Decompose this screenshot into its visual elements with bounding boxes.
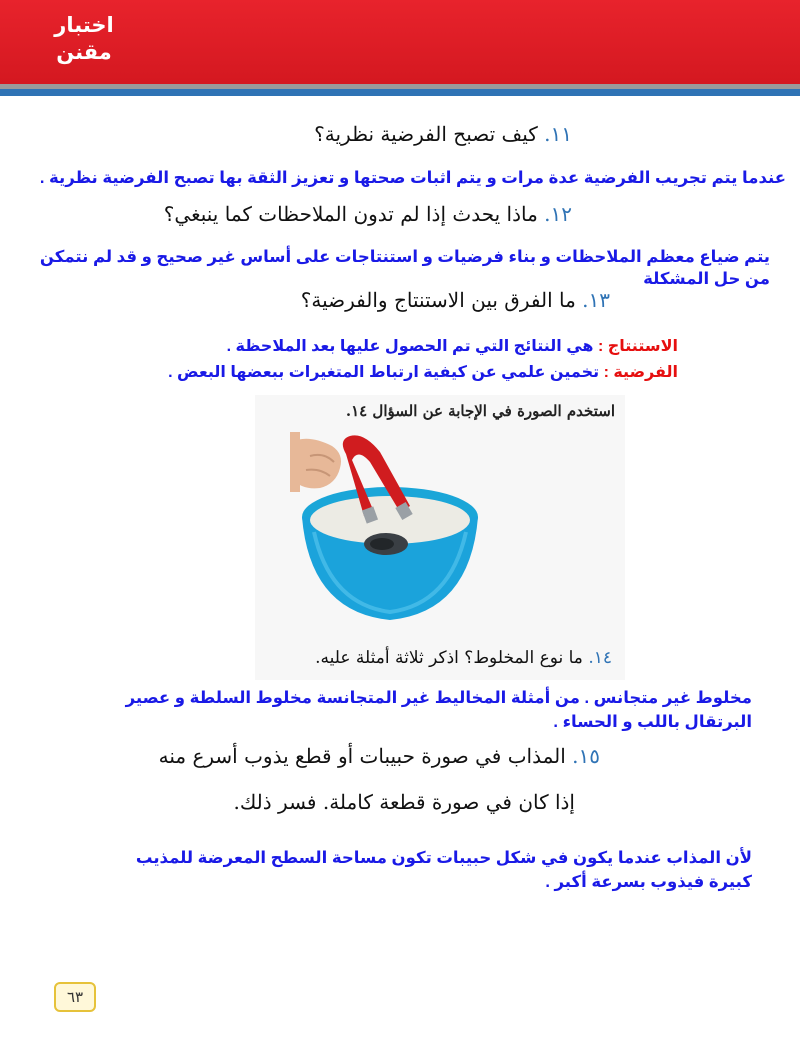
question-12 bbox=[164, 202, 572, 226]
answer-15: لأن المذاب عندما يكون في شكل حبيبات تكون مساحة السطح المعرضة للمذيب كبيرة فيذوب بسرعة أكبر . bbox=[135, 849, 752, 891]
conclusion-term: الاستنتاج : bbox=[597, 338, 678, 355]
answer-11: عندما يتم تجريب الفرضية عدة مرات و يتم اثبات صحتها و تعزيز الثقة بها تصبح الفرضية نظرية . bbox=[39, 169, 786, 187]
page-number: ٦٣ bbox=[54, 982, 96, 1012]
header-title-line2: مقنن bbox=[56, 40, 112, 64]
question-12-text: ماذا يحدث إذا لم تدون الملاحظات كما ينبغي؟ bbox=[163, 202, 538, 226]
question-11-number: ١١. bbox=[544, 122, 572, 146]
question-11-text: كيف تصبح الفرضية نظرية؟ bbox=[314, 122, 538, 146]
question-14-number: ١٤. bbox=[588, 648, 612, 668]
header-title bbox=[44, 12, 124, 66]
hypothesis-definition: تخمين علمي عن كيفية ارتباط المتغيرات ببعضها البعض . bbox=[168, 364, 600, 381]
question-14-text: ما نوع المخلوط؟ اذكر ثلاثة أمثلة عليه. bbox=[315, 648, 583, 668]
question-14 bbox=[315, 648, 612, 668]
header-banner bbox=[0, 0, 800, 84]
answer-12: يتم ضياع معظم الملاحظات و بناء فرضيات و استنتاجات على أساس غير صحيح و قد لم نتمكن من حل المشكلة bbox=[39, 248, 770, 288]
question-15-text-line1: المذاب في صورة حبيبات أو قطع يذوب أسرع منه bbox=[158, 744, 566, 768]
conclusion-definition: هي النتائج التي تم الحصول عليها بعد الملاحظة . bbox=[226, 338, 594, 355]
question-13-text: ما الفرق بين الاستنتاج والفرضية؟ bbox=[300, 288, 576, 312]
question-11 bbox=[314, 122, 572, 146]
question-15-line2: إذا كان في صورة قطعة كاملة. فسر ذلك. bbox=[233, 790, 575, 814]
answer-14: مخلوط غير متجانس . من أمثلة المخاليط غير المتجانسة مخلوط السلطة و عصير البرتقال باللب و الحساء . bbox=[125, 689, 752, 731]
answer-13-conclusion bbox=[118, 336, 678, 356]
answer-13-hypothesis bbox=[118, 362, 678, 382]
figure-caption: استخدم الصورة في الإجابة عن السؤال ١٤. bbox=[345, 402, 615, 420]
question-15-line1 bbox=[159, 744, 600, 768]
header-blue-stripe bbox=[0, 89, 800, 96]
question-13 bbox=[301, 288, 610, 312]
question-15-number: ١٥. bbox=[572, 744, 600, 768]
magnet-bowl-illustration bbox=[290, 432, 480, 627]
question-13-number: ١٣. bbox=[582, 288, 610, 312]
question-12-number: ١٢. bbox=[544, 202, 572, 226]
header-title-line1: اختبار bbox=[54, 13, 114, 37]
hypothesis-term: الفرضية : bbox=[603, 364, 678, 381]
